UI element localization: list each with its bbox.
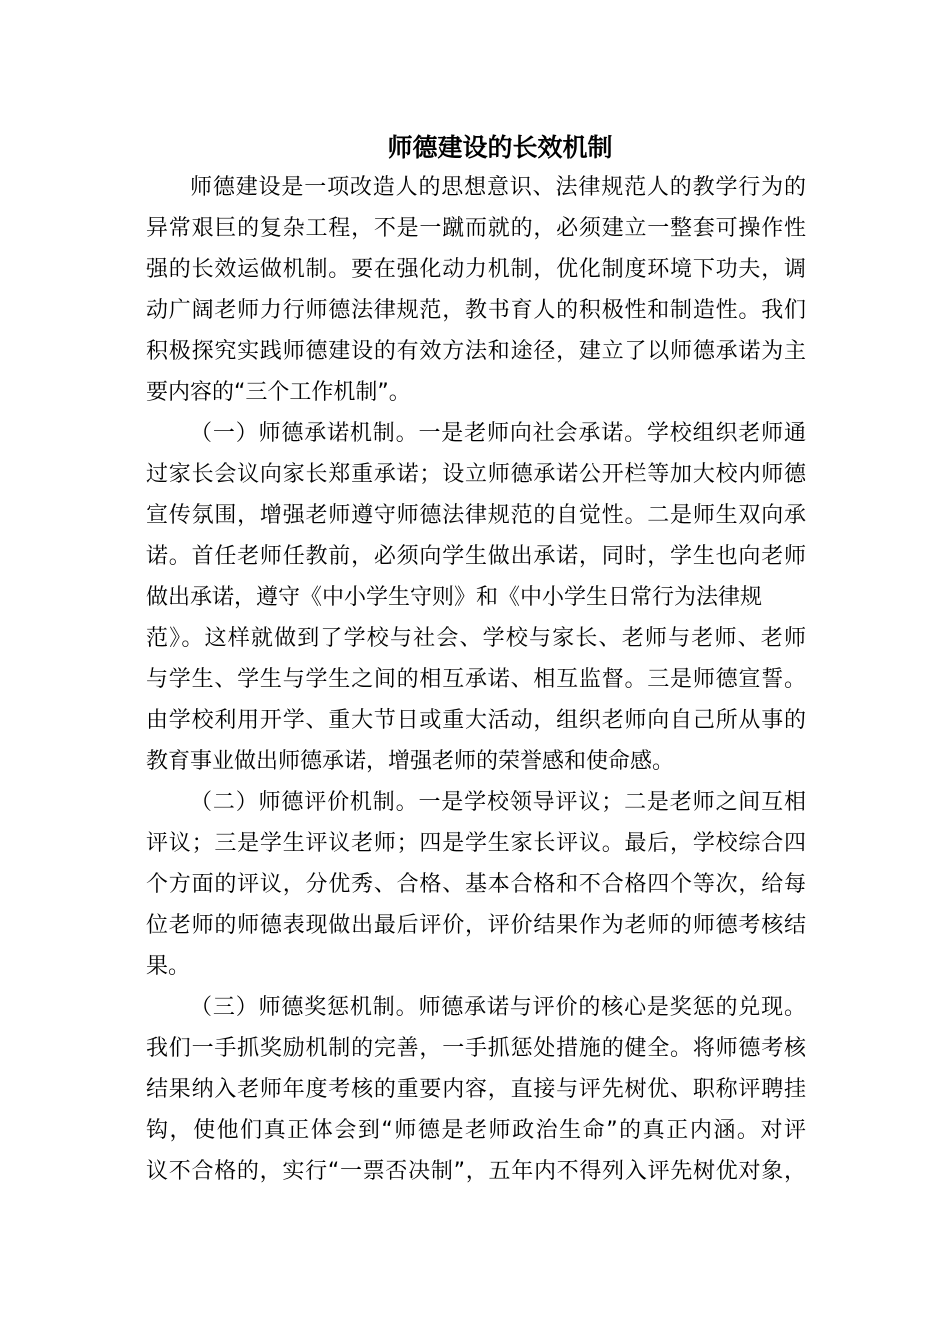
text-line: 议不合格的，实行“一票否决制”，五年内不得列入评先树优对象， — [146, 1159, 806, 1184]
text-line: 积极探究实践师德建设的有效方法和途径，建立了以师德承诺为主 — [146, 339, 806, 364]
text-line: 钩，使他们真正体会到“师德是老师政治生命”的真正内涵。对评 — [146, 1118, 806, 1143]
text-line: 由学校利用开学、重大节日或重大活动，组织老师向自己所从事的 — [146, 708, 806, 733]
text-line: 师德建设是一项改造人的思想意识、法律规范人的教学行为的 — [190, 175, 806, 200]
text-line: 与学生、学生与学生之间的相互承诺、相互监督。三是师德宣誓。 — [146, 667, 806, 692]
text-line: 过家长会议向家长郑重承诺；设立师德承诺公开栏等加大校内师德 — [146, 462, 806, 487]
text-line: 诺。首任老师任教前，必须向学生做出承诺，同时，学生也向老师 — [146, 544, 806, 569]
text-line: 范》。这样就做到了学校与社会、学校与家长、老师与老师、老师 — [146, 626, 806, 651]
document-title: 师德建设的长效机制 — [387, 133, 613, 162]
text-line: 位老师的师德表现做出最后评价，评价结果作为老师的师德考核结 — [146, 913, 806, 938]
text-line: 果。 — [146, 954, 191, 979]
text-line: 教育事业做出师德承诺，增强老师的荣誉感和使命感。 — [146, 749, 675, 774]
text-line: （二）师德评价机制。一是学校领导评议；二是老师之间互相 — [190, 790, 806, 815]
text-line: 要内容的“三个工作机制”。 — [146, 380, 411, 405]
text-line: （一）师德承诺机制。一是老师向社会承诺。学校组织老师通 — [190, 421, 806, 446]
text-line: 我们一手抓奖励机制的完善，一手抓惩处措施的健全。将师德考核 — [146, 1036, 806, 1061]
text-line: 异常艰巨的复杂工程，不是一蹴而就的，必须建立一整套可操作性 — [146, 216, 806, 241]
text-line: 强的长效运做机制。要在强化动力机制，优化制度环境下功夫，调 — [146, 257, 806, 282]
text-line: 个方面的评议，分优秀、合格、基本合格和不合格四个等次，给每 — [146, 872, 806, 897]
text-line: 评议；三是学生评议老师；四是学生家长评议。最后，学校综合四 — [146, 831, 806, 856]
text-line: 动广阔老师力行师德法律规范，教书育人的积极性和制造性。我们 — [146, 298, 806, 323]
text-line: 宣传氛围，增强老师遵守师德法律规范的自觉性。二是师生双向承 — [146, 503, 806, 528]
text-line: 结果纳入老师年度考核的重要内容，直接与评先树优、职称评聘挂 — [146, 1077, 806, 1102]
text-line: （三）师德奖惩机制。师德承诺与评价的核心是奖惩的兑现。 — [190, 995, 806, 1020]
text-line: 做出承诺，遵守《中小学生守则》和《中小学生日常行为法律规 — [146, 585, 763, 610]
